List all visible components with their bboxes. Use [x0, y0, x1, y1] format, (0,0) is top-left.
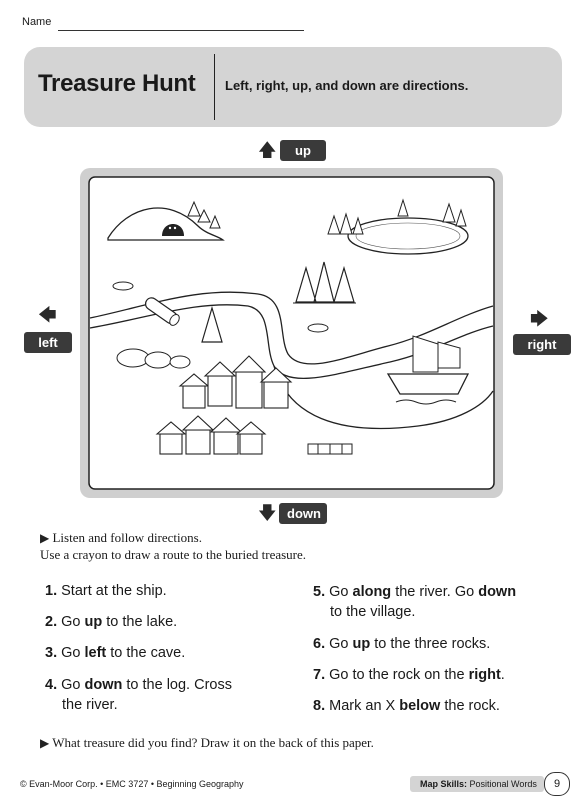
step-number: 4. — [45, 677, 58, 693]
step-continuation: to the village. — [330, 604, 416, 620]
right-label: right — [513, 334, 571, 355]
step-keyword: down — [478, 584, 517, 600]
footer-section-bold: Map Skills: — [420, 779, 468, 789]
step-5 — [313, 582, 516, 622]
step-number: 5. — [313, 584, 326, 600]
banner-divider — [214, 54, 215, 120]
step-text: to the log. Cross — [122, 677, 232, 693]
step-4 — [45, 675, 232, 715]
footer-section-label — [420, 779, 537, 789]
step-keyword: along — [352, 584, 392, 600]
step-continuation: the river. — [62, 697, 118, 713]
stump-left-icon — [113, 282, 133, 290]
question-line — [40, 735, 374, 751]
arrow-right-icon: 🡆 — [530, 309, 549, 329]
step-text: the rock. — [440, 698, 500, 714]
page-title: Treasure Hunt — [38, 70, 196, 97]
up-label: up — [280, 140, 326, 161]
arrow-down-icon: 🡇 — [258, 503, 277, 523]
question-text: What treasure did you find? Draw it on the back of this paper. — [52, 735, 374, 750]
step-keyword: up — [84, 614, 103, 630]
step-7 — [313, 665, 505, 685]
name-label: Name — [22, 16, 52, 28]
step-text: . — [500, 667, 505, 683]
bullet-triangle-icon: ▶ — [40, 736, 50, 750]
name-line[interactable] — [58, 30, 304, 31]
down-label: down — [279, 503, 327, 524]
step-text: Go — [329, 584, 353, 600]
footer-section-rest: Positional Words — [467, 779, 537, 789]
arrow-left-icon: 🡄 — [38, 305, 57, 325]
step-6 — [313, 634, 490, 654]
instruction-text-1: Listen and follow directions. — [52, 530, 202, 545]
page-number: 9 — [544, 772, 570, 796]
step-text: Start at the ship. — [61, 583, 167, 599]
bullet-triangle-icon: ▶ — [40, 531, 50, 545]
treasure-map — [88, 176, 495, 490]
step-keyword: down — [84, 677, 123, 693]
instruction-line-2 — [40, 547, 306, 563]
arrow-up-icon: 🡅 — [258, 140, 277, 160]
instruction-text-2: Use a crayon to draw a route to the buried treasure. — [40, 547, 307, 562]
step-number: 3. — [45, 645, 58, 661]
step-8 — [313, 696, 500, 716]
step-1 — [45, 581, 167, 601]
step-text: Go — [61, 645, 85, 661]
step-keyword: up — [352, 636, 371, 652]
step-text: Go — [329, 636, 353, 652]
step-3 — [45, 643, 185, 663]
step-number: 6. — [313, 636, 326, 652]
step-text: to the cave. — [106, 645, 186, 661]
step-text: Go to the rock on the — [329, 667, 469, 683]
step-number: 7. — [313, 667, 326, 683]
step-number: 8. — [313, 698, 326, 714]
step-keyword: below — [399, 698, 441, 714]
step-keyword: left — [84, 645, 107, 661]
step-keyword: right — [468, 667, 501, 683]
instruction-line-1 — [40, 530, 202, 546]
step-text: to the lake. — [102, 614, 178, 630]
dock-icon — [308, 444, 352, 454]
step-2 — [45, 612, 177, 632]
step-text: the river. Go — [391, 584, 479, 600]
step-text: Mark an X — [329, 698, 400, 714]
left-label: left — [24, 332, 72, 353]
page-subtitle: Left, right, up, and down are directions. — [225, 78, 469, 93]
footer-copyright: © Evan-Moor Corp. • EMC 3727 • Beginning Geography — [20, 779, 244, 789]
step-text: Go — [61, 677, 85, 693]
step-number: 1. — [45, 583, 58, 599]
stump-right-icon — [308, 324, 328, 332]
step-text: to the three rocks. — [370, 636, 491, 652]
step-number: 2. — [45, 614, 58, 630]
step-text: Go — [61, 614, 85, 630]
